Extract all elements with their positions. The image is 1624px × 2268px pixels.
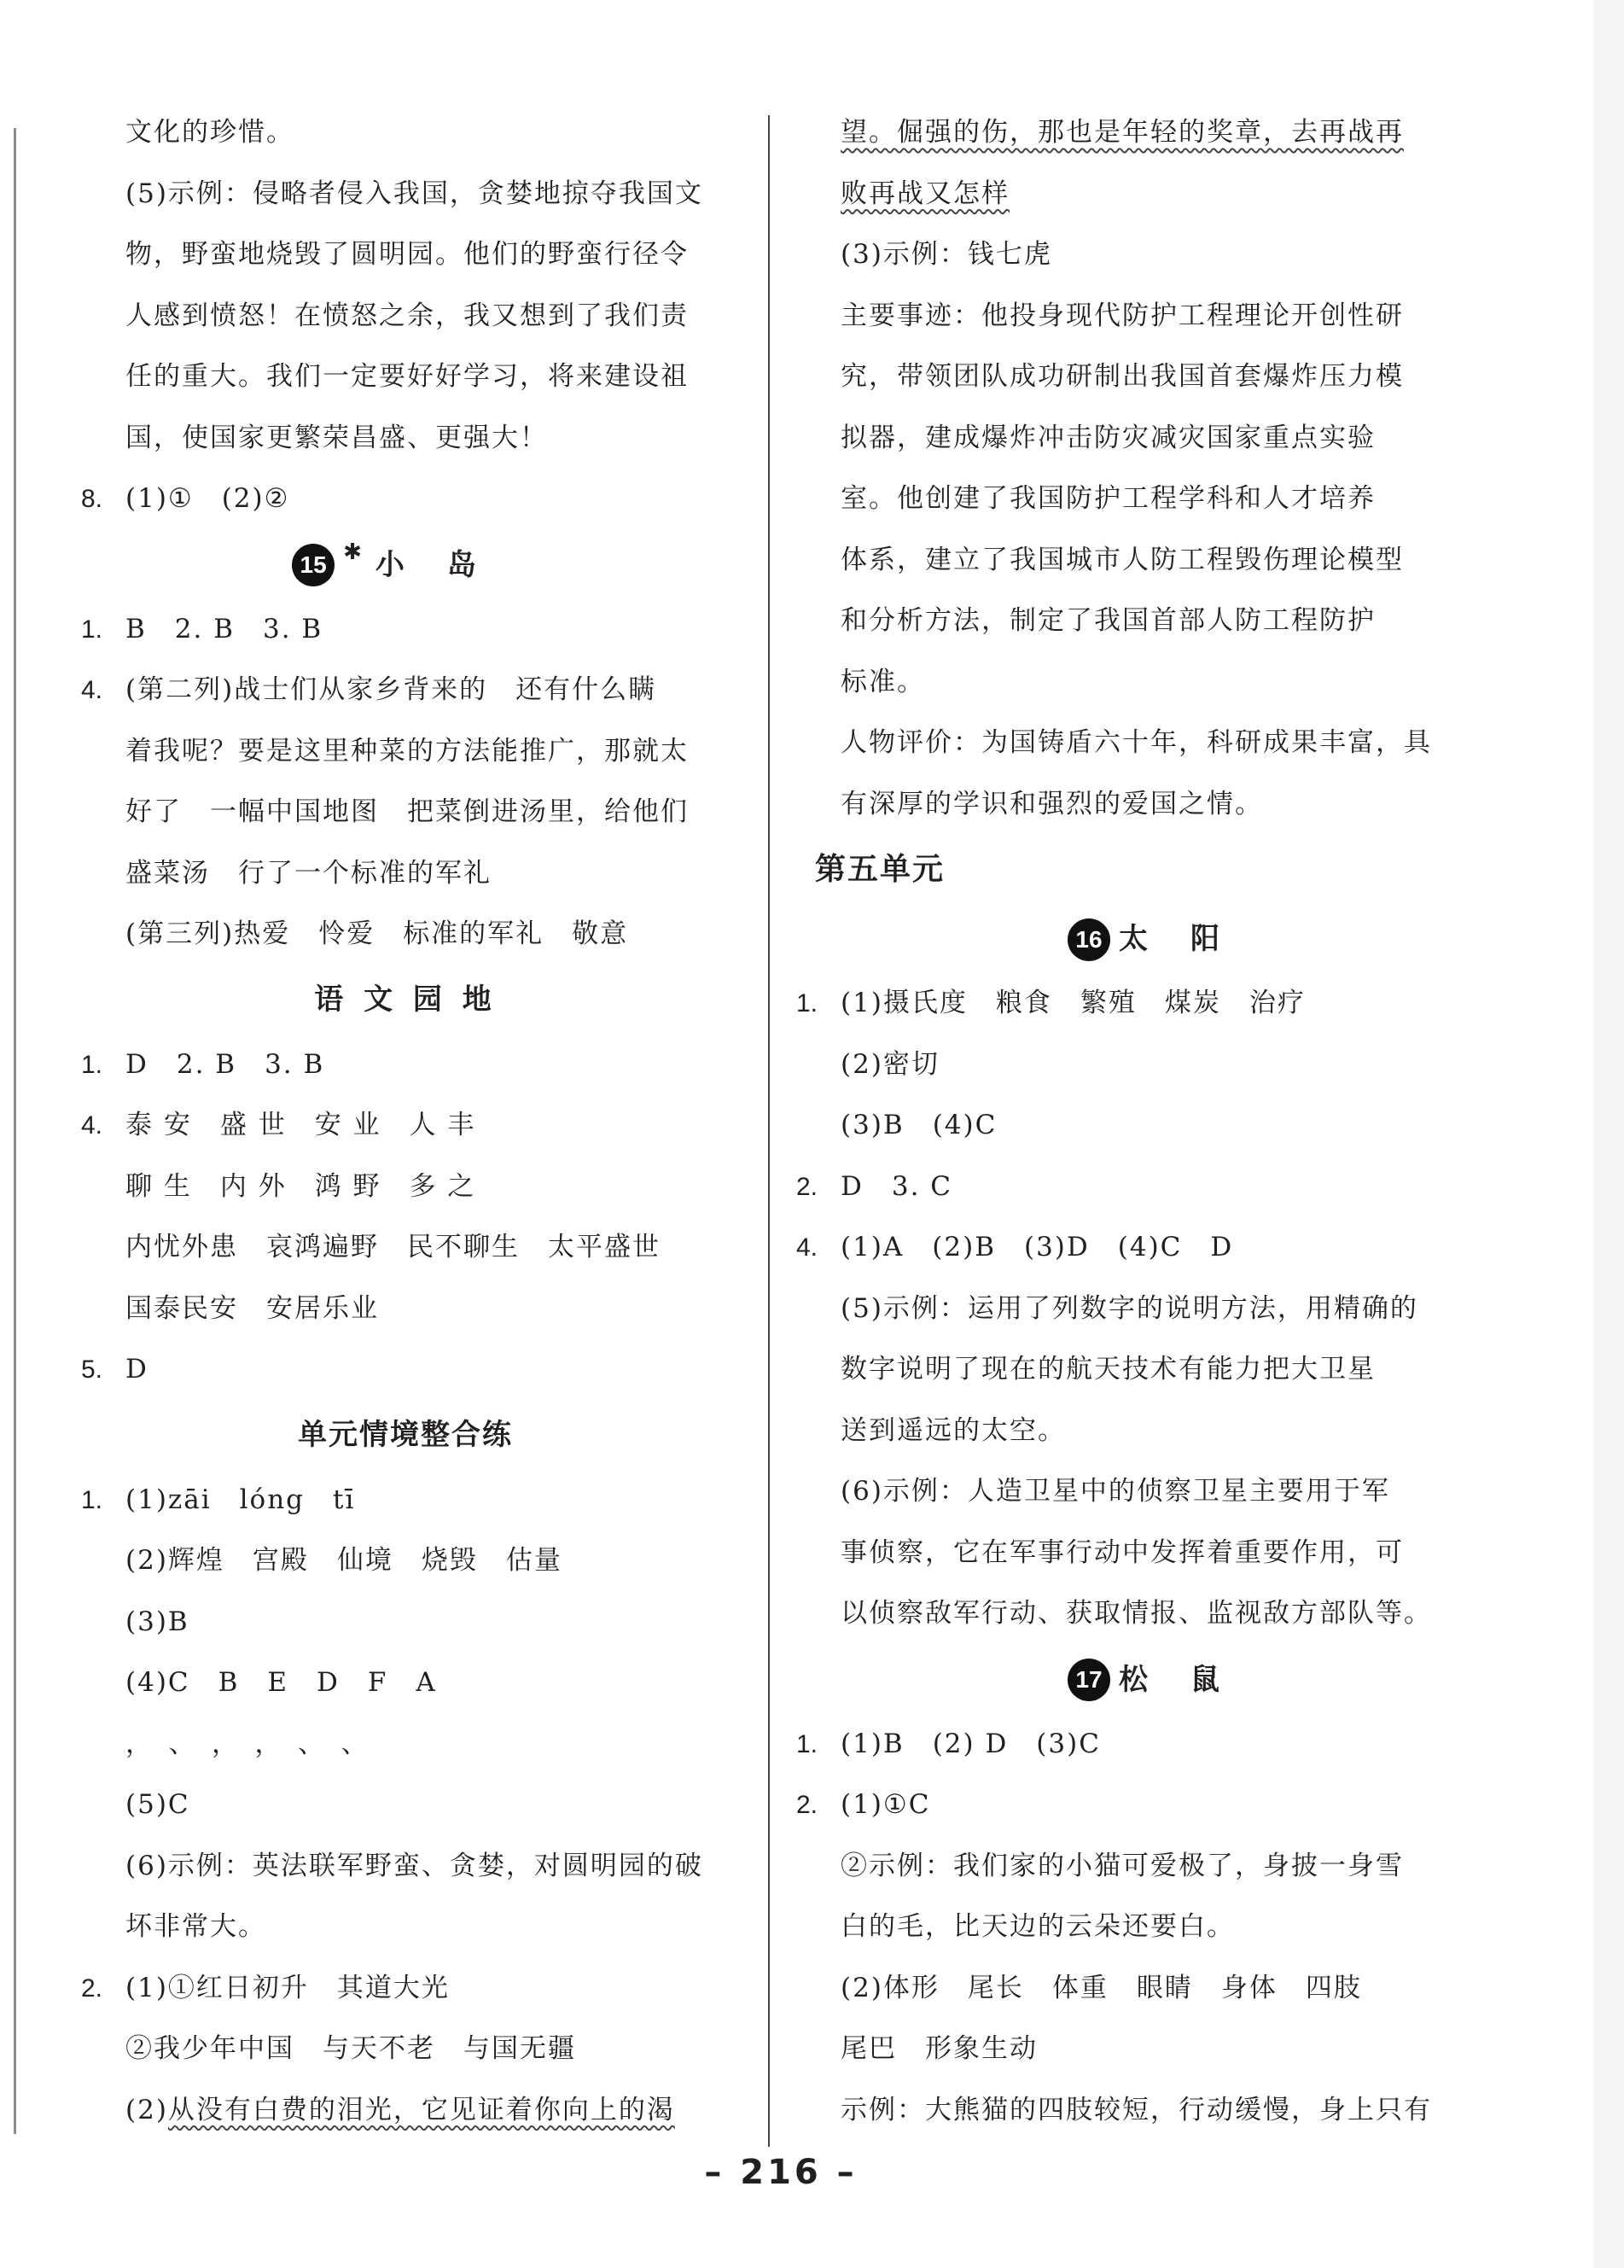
text-line: 好了 一幅中国地图 把菜倒进汤里，给他们 <box>125 796 689 827</box>
answer-item: 1. B 2. B 3. B <box>81 613 323 644</box>
text-line: 聊 生 内 外 鸿 野 多 之 <box>125 1170 476 1202</box>
lesson-heading-15: 15 ✱ 小岛 <box>81 530 730 599</box>
text-line: 事侦察，它在军事行动中发挥着重要作用，可 <box>841 1536 1404 1568</box>
text-line: (5)示例：侵略者侵入我国，贪婪地掠夺我国文 <box>125 178 703 209</box>
text-line: 盛菜汤 行了一个标准的军礼 <box>125 857 492 889</box>
answer-item: 8. (1)① (2)② <box>81 469 730 530</box>
text-line: 拟器，建成爆炸冲击防灾减灾国家重点实验 <box>841 422 1376 453</box>
text-line: ②示例：我们家的小猫可爱极了，身披一身雪 <box>841 1850 1404 1881</box>
star-icon: ✱ <box>343 539 362 565</box>
text-line: 国，使国家更繁荣昌盛、更强大！ <box>125 422 548 453</box>
text-line: (3)B (4)C <box>841 1110 998 1140</box>
text-line: 物，野蛮地烧毁了圆明园。他们的野蛮行径令 <box>125 239 689 270</box>
right-column <box>796 102 1489 2141</box>
lesson-number-badge: 16 <box>1068 918 1110 961</box>
text-line: (5)C <box>125 1789 190 1820</box>
answer-item: 5. D <box>81 1354 148 1385</box>
text-line: (4)C B E D F A <box>125 1667 437 1698</box>
scan-edge <box>1593 0 1624 2268</box>
answer-item: 4. (第二列)战士们从家乡背来的 还有什么瞒 <box>81 674 657 705</box>
item-number: 8. <box>81 485 103 513</box>
text-line: (5)示例：运用了列数字的说明方法，用精确的 <box>841 1292 1418 1324</box>
lesson-number-badge: 15 <box>292 544 335 586</box>
lesson-heading-17: 17 松鼠 <box>841 1645 1489 1714</box>
binding-rule <box>14 128 16 2134</box>
text-line: ②我少年中国 与天不老 与国无疆 <box>125 2033 576 2064</box>
text-line: 望。倔强的伤，那也是年轻的奖章，去再战再 <box>841 117 1404 148</box>
section-heading-unit-practice: 单元情境整合练 <box>298 1417 513 1452</box>
text-line: 败再战又怎样 <box>841 178 1010 209</box>
text-line: (2)体形 尾长 体重 眼睛 身体 四肢 <box>841 1972 1362 2003</box>
answer-item: 2. D 3. C <box>796 1170 953 1202</box>
lesson-number-badge: 17 <box>1068 1659 1110 1701</box>
text-line: 文化的珍惜。 <box>125 117 294 148</box>
answer-item: 1. (1)zāi lóng tī <box>81 1484 356 1515</box>
text-line: 国泰民安 安居乐业 <box>125 1292 379 1324</box>
answer-item: 4. 泰 安 盛 世 安 业 人 丰 <box>81 1110 476 1140</box>
text-line: 尾巴 形象生动 <box>841 2033 1038 2064</box>
text-line: 体系，建立了我国城市人防工程毁伤理论模型 <box>841 544 1404 575</box>
answer-item: 1. D 2. B 3. B <box>81 1048 325 1080</box>
text-line: 主要事迹：他投身现代防护工程理论开创性研 <box>841 300 1404 331</box>
left-column <box>81 102 730 2141</box>
text-line: 人物评价：为国铸盾六十年，科研成果丰富，具 <box>841 727 1432 758</box>
text-line: 送到遥远的太空。 <box>841 1414 1066 1446</box>
text-line: (2)辉煌 宫殿 仙境 烧毁 估量 <box>125 1545 562 1576</box>
text-line: 室。他创建了我国防护工程学科和人才培养 <box>841 483 1376 514</box>
text-line: 坏非常大。 <box>125 1911 266 1942</box>
text-line: (6)示例：英法联军野蛮、贪婪，对圆明园的破 <box>125 1850 703 1881</box>
text-line: 有深厚的学识和强烈的爱国之情。 <box>841 788 1263 819</box>
answer-item: 1. (1)摄氏度 粮食 繁殖 煤炭 治疗 <box>796 988 1306 1018</box>
answer-item: 2. (1)①红日初升 其道大光 <box>81 1972 450 2003</box>
text-line: 以侦察敌军行动、获取情报、监视敌方部队等。 <box>841 1598 1432 1629</box>
text-line: 和分析方法，制定了我国首部人防工程防护 <box>841 605 1376 636</box>
lesson-heading-16: 16 太阳 <box>841 904 1489 973</box>
section-heading-yuwen: 语 文 园 地 <box>314 982 497 1017</box>
text-line: (6)示例：人造卫星中的侦察卫星主要用于军 <box>841 1476 1390 1507</box>
answer-item: 4. (1)A (2)B (3)D (4)C D <box>796 1232 1234 1262</box>
text-line: (2)从没有白费的泪光，它见证着你向上的渴 <box>125 2094 675 2125</box>
text-line: (2)密切 <box>841 1048 940 1080</box>
text-line: (第三列)热爱 怜爱 标准的军礼 敬意 <box>125 918 629 949</box>
text-line: 数字说明了现在的航天技术有能力把大卫星 <box>841 1354 1376 1385</box>
text-line: ， 、 ， ， 、 、 <box>125 1728 370 1759</box>
text-line: 人感到愤怒！在愤怒之余，我又想到了我们责 <box>125 300 689 331</box>
text-line: (3)示例：钱七虎 <box>841 239 1052 270</box>
text-line: (3)B <box>125 1606 189 1637</box>
unit-title: 第五单元 <box>815 852 946 887</box>
text-line: 内忧外患 哀鸿遍野 民不聊生 太平盛世 <box>125 1232 661 1262</box>
column-divider <box>768 115 770 2147</box>
page-number: – 216 – <box>704 2153 858 2192</box>
text-line: 示例：大熊猫的四肢较短，行动缓慢，身上只有 <box>841 2094 1432 2125</box>
text-line: 白的毛，比天边的云朵还要白。 <box>841 1911 1235 1942</box>
answer-item: 2. (1)①C <box>796 1789 931 1820</box>
text-line: 任的重大。我们一定要好好学习，将来建设祖 <box>125 361 689 392</box>
text-line: 标准。 <box>841 666 925 697</box>
text-line: 着我呢？要是这里种菜的方法能推广，那就太 <box>125 735 689 767</box>
answer-item: 1. (1)B (2) D (3)C <box>796 1728 1101 1759</box>
text-line: 究，带领团队成功研制出我国首套爆炸压力模 <box>841 361 1404 392</box>
